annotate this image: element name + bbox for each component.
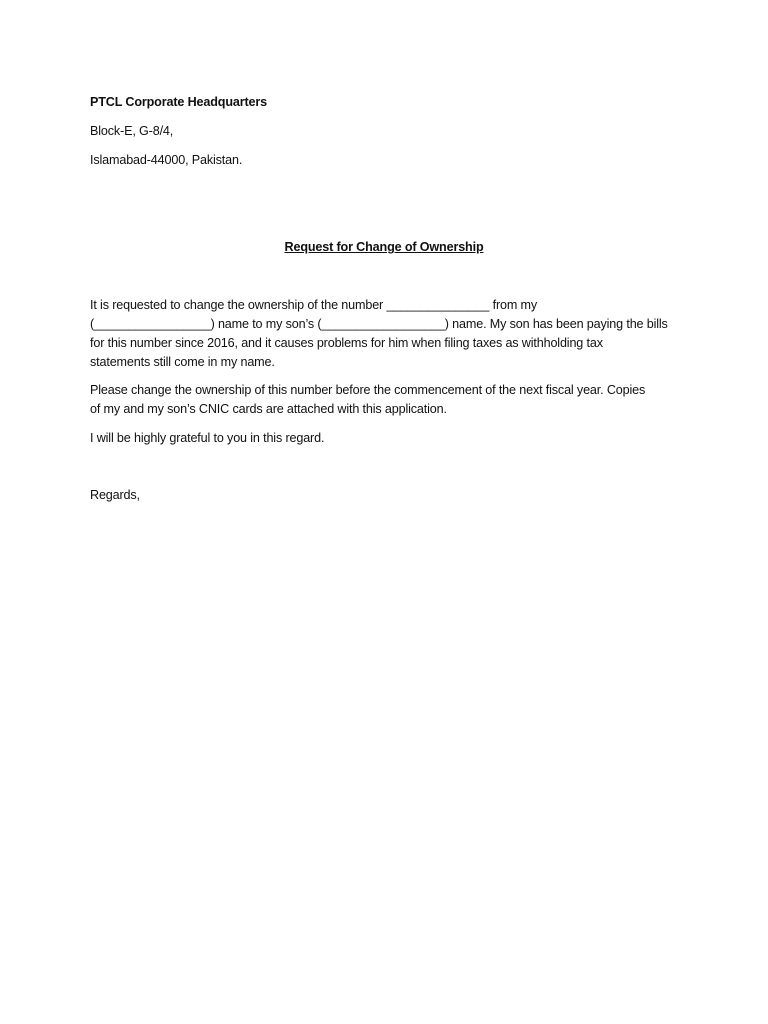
body-paragraph-1-line: statements still come in my name. [90, 355, 275, 369]
recipient-street: Block-E, G-8/4, [90, 124, 174, 138]
recipient-city: Islamabad-44000, Pakistan. [90, 153, 243, 167]
body-paragraph-1 [90, 296, 690, 372]
body-paragraph-1-line: for this number since 2016, and it causes problems for him when filing taxes as withholding tax [90, 336, 603, 350]
letter-subject: Request for Change of Ownership [284, 240, 484, 254]
body-paragraph-2-line: Please change the ownership of this number before the commencement of the next fiscal year. Copies [90, 383, 646, 397]
recipient-name: PTCL Corporate Headquarters [90, 95, 267, 109]
body-paragraph-3: I will be highly grateful to you in this regard. [90, 431, 325, 445]
body-paragraph-2-line: of my and my son’s CNIC cards are attached with this application. [90, 402, 447, 416]
body-paragraph-1-line: (_________________) name to my son’s (__________________) name. My son has been paying the bills [90, 317, 668, 331]
body-paragraph-2 [90, 381, 690, 419]
closing-salutation: Regards, [90, 488, 140, 502]
body-paragraph-1-line: It is requested to change the ownership of the number _______________ from my [90, 298, 538, 312]
